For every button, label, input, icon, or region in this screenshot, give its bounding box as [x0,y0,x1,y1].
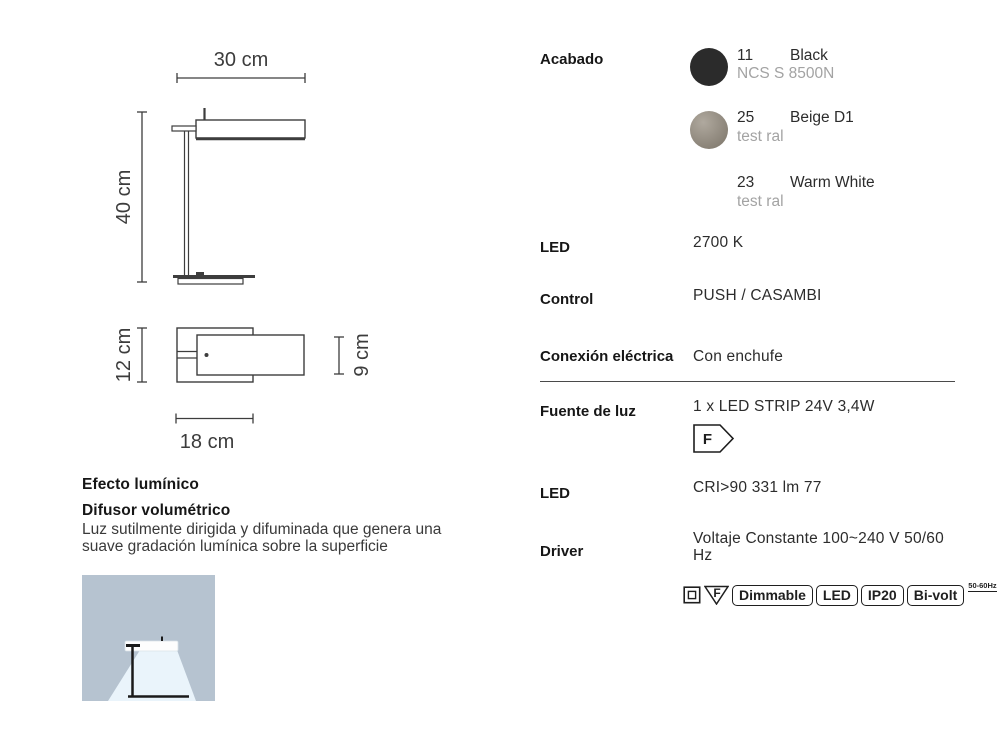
finish-swatch-beige[interactable] [690,111,728,149]
connection-label: Conexión eléctrica [540,348,674,365]
finish-detail: test ral [737,193,784,210]
finish-code[interactable]: 23 [737,174,755,191]
led-temp-value: 2700 K [693,234,744,251]
front-width-label: 30 cm [213,49,269,71]
led-temp-label: LED [540,239,570,256]
f-mark-letter: F [713,586,721,600]
finish-detail: test ral [737,128,784,145]
control-label: Control [540,291,594,308]
finish-detail: NCS S 8500N [737,65,835,82]
top-view-drawing [113,328,373,453]
top-depth-label: 12 cm [113,327,135,383]
driver-value: Voltaje Constante 100~240 V 50/60 Hz [693,530,944,564]
energy-class-letter: F [702,431,713,448]
dimension-drawing [70,30,390,460]
finish-code[interactable]: 25 [737,109,755,126]
lamp-pivot-dot [205,353,209,357]
badge-led: LED [816,585,858,606]
f-mark-icon [704,585,729,605]
badge-ip20: IP20 [861,585,904,606]
energy-class-icon [693,424,734,453]
effect-lamp-pin [161,637,163,642]
light-source-label: Fuente de luz [540,403,636,420]
class-ii-insulation-icon [683,586,701,604]
certification-badges [683,583,997,607]
lamp-bracket [172,126,196,131]
led-quality-label: LED [540,485,570,502]
lighting-effect-description: Luz sutilmente dirigida y difuminada que genera una suave gradación lumínica sobre la superficie [82,521,442,555]
lamp-head-top [197,335,304,375]
lamp-head [196,120,305,138]
led-quality-value: CRI>90 331 lm 77 [693,479,822,496]
lighting-effect-title: Efecto lumínico [82,476,199,493]
finish-label: Acabado [540,51,604,68]
finish-name[interactable]: Black [790,47,828,64]
badge-bivolt: Bi-volt [907,585,965,606]
driver-label: Driver [540,543,584,560]
section-divider [540,381,955,382]
lighting-effect-image [82,575,215,701]
light-source-value: 1 x LED STRIP 24V 3,4W [693,398,875,415]
top-head-depth-label: 9 cm [351,333,373,377]
front-height-label: 40 cm [113,169,135,225]
connection-value: Con enchufe [693,348,784,365]
finish-swatch-black[interactable] [690,48,728,86]
finish-code[interactable]: 11 [737,47,754,64]
finish-name[interactable]: Beige D1 [790,109,854,126]
finish-name[interactable]: Warm White [790,174,875,191]
top-width-label: 18 cm [179,431,235,453]
diffuser-subtitle: Difusor volumétrico [82,502,231,519]
front-view-drawing [113,49,305,284]
control-value: PUSH / CASAMBI [693,287,822,304]
badge-dimmable: Dimmable [732,585,813,606]
badge-frequency-note: 50-60Hz [968,581,997,590]
